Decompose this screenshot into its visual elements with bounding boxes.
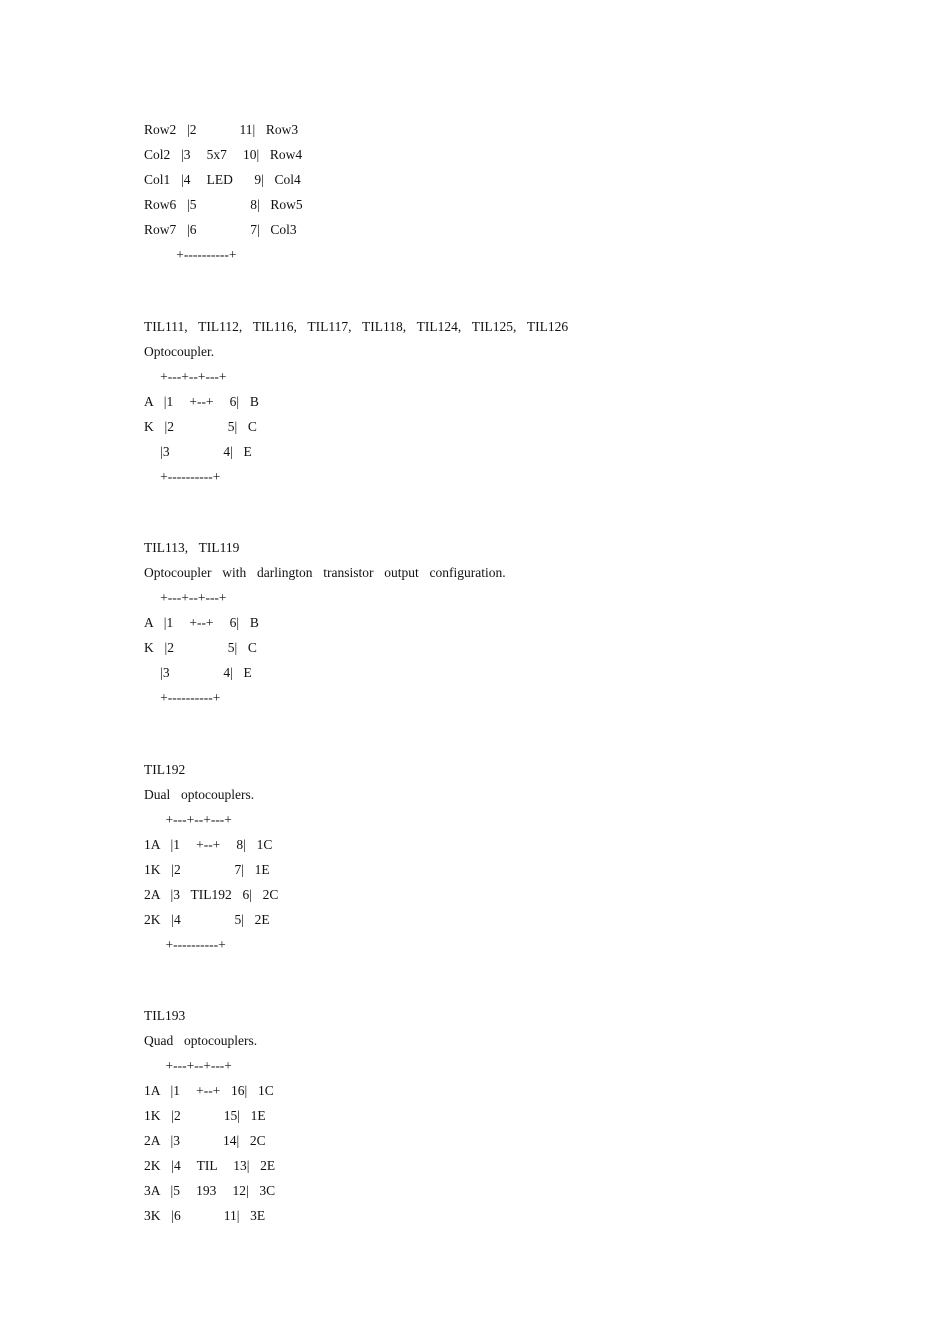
pinout-border: +---+--+---+	[144, 1058, 232, 1073]
pinout-border: +----------+	[144, 937, 226, 952]
pinout-line: 3K |6 11| 3E	[144, 1208, 266, 1223]
pinout-line: 3A |5 193 12| 3C	[144, 1183, 276, 1198]
pinout-border: +---+--+---+	[144, 812, 232, 827]
section-description: Quad optocouplers.	[144, 1033, 258, 1048]
pinout-line: 2K |4 TIL 13| 2E	[144, 1158, 276, 1173]
section-description: Dual optocouplers.	[144, 787, 255, 802]
pinout-line: 2K |4 5| 2E	[144, 912, 270, 927]
pinout-line: A |1 +--+ 6| B	[144, 615, 259, 630]
pinout-border: +----------+	[144, 690, 221, 705]
section-title-til192: TIL192	[144, 762, 186, 777]
section-description: Optocoupler with darlington transistor output configuration.	[144, 565, 506, 580]
pinout-line: |3 4| E	[144, 665, 252, 680]
pinout-line: A |1 +--+ 6| B	[144, 394, 259, 409]
pinout-line: K |2 5| C	[144, 419, 257, 434]
pinout-line: 2A |3 14| 2C	[144, 1133, 266, 1148]
pinout-line: 1A |1 +--+ 8| 1C	[144, 837, 273, 852]
pinout-line: 1K |2 7| 1E	[144, 862, 270, 877]
section-title-til113: TIL113, TIL119	[144, 540, 240, 555]
pinout-border: +---+--+---+	[144, 590, 227, 605]
pinout-line: 2A |3 TIL192 6| 2C	[144, 887, 279, 902]
pinout-line: Row2 |2 11| Row3	[144, 122, 299, 137]
pinout-border: +----------+	[144, 247, 237, 262]
pinout-line: 1K |2 15| 1E	[144, 1108, 266, 1123]
pinout-line: Col2 |3 5x7 10| Row4	[144, 147, 303, 162]
pinout-line: |3 4| E	[144, 444, 252, 459]
section-title-til193: TIL193	[144, 1008, 186, 1023]
pinout-line: Row6 |5 8| Row5	[144, 197, 303, 212]
section-description: Optocoupler.	[144, 344, 215, 359]
pinout-line: 1A |1 +--+ 16| 1C	[144, 1083, 274, 1098]
pinout-line: K |2 5| C	[144, 640, 257, 655]
section-title-til111: TIL111, TIL112, TIL116, TIL117, TIL118, TIL124, TIL125, TIL126	[144, 319, 569, 334]
pinout-line: Col1 |4 LED 9| Col4	[144, 172, 301, 187]
pinout-border: +---+--+---+	[144, 369, 227, 384]
pinout-line: Row7 |6 7| Col3	[144, 222, 297, 237]
pinout-border: +----------+	[144, 469, 221, 484]
